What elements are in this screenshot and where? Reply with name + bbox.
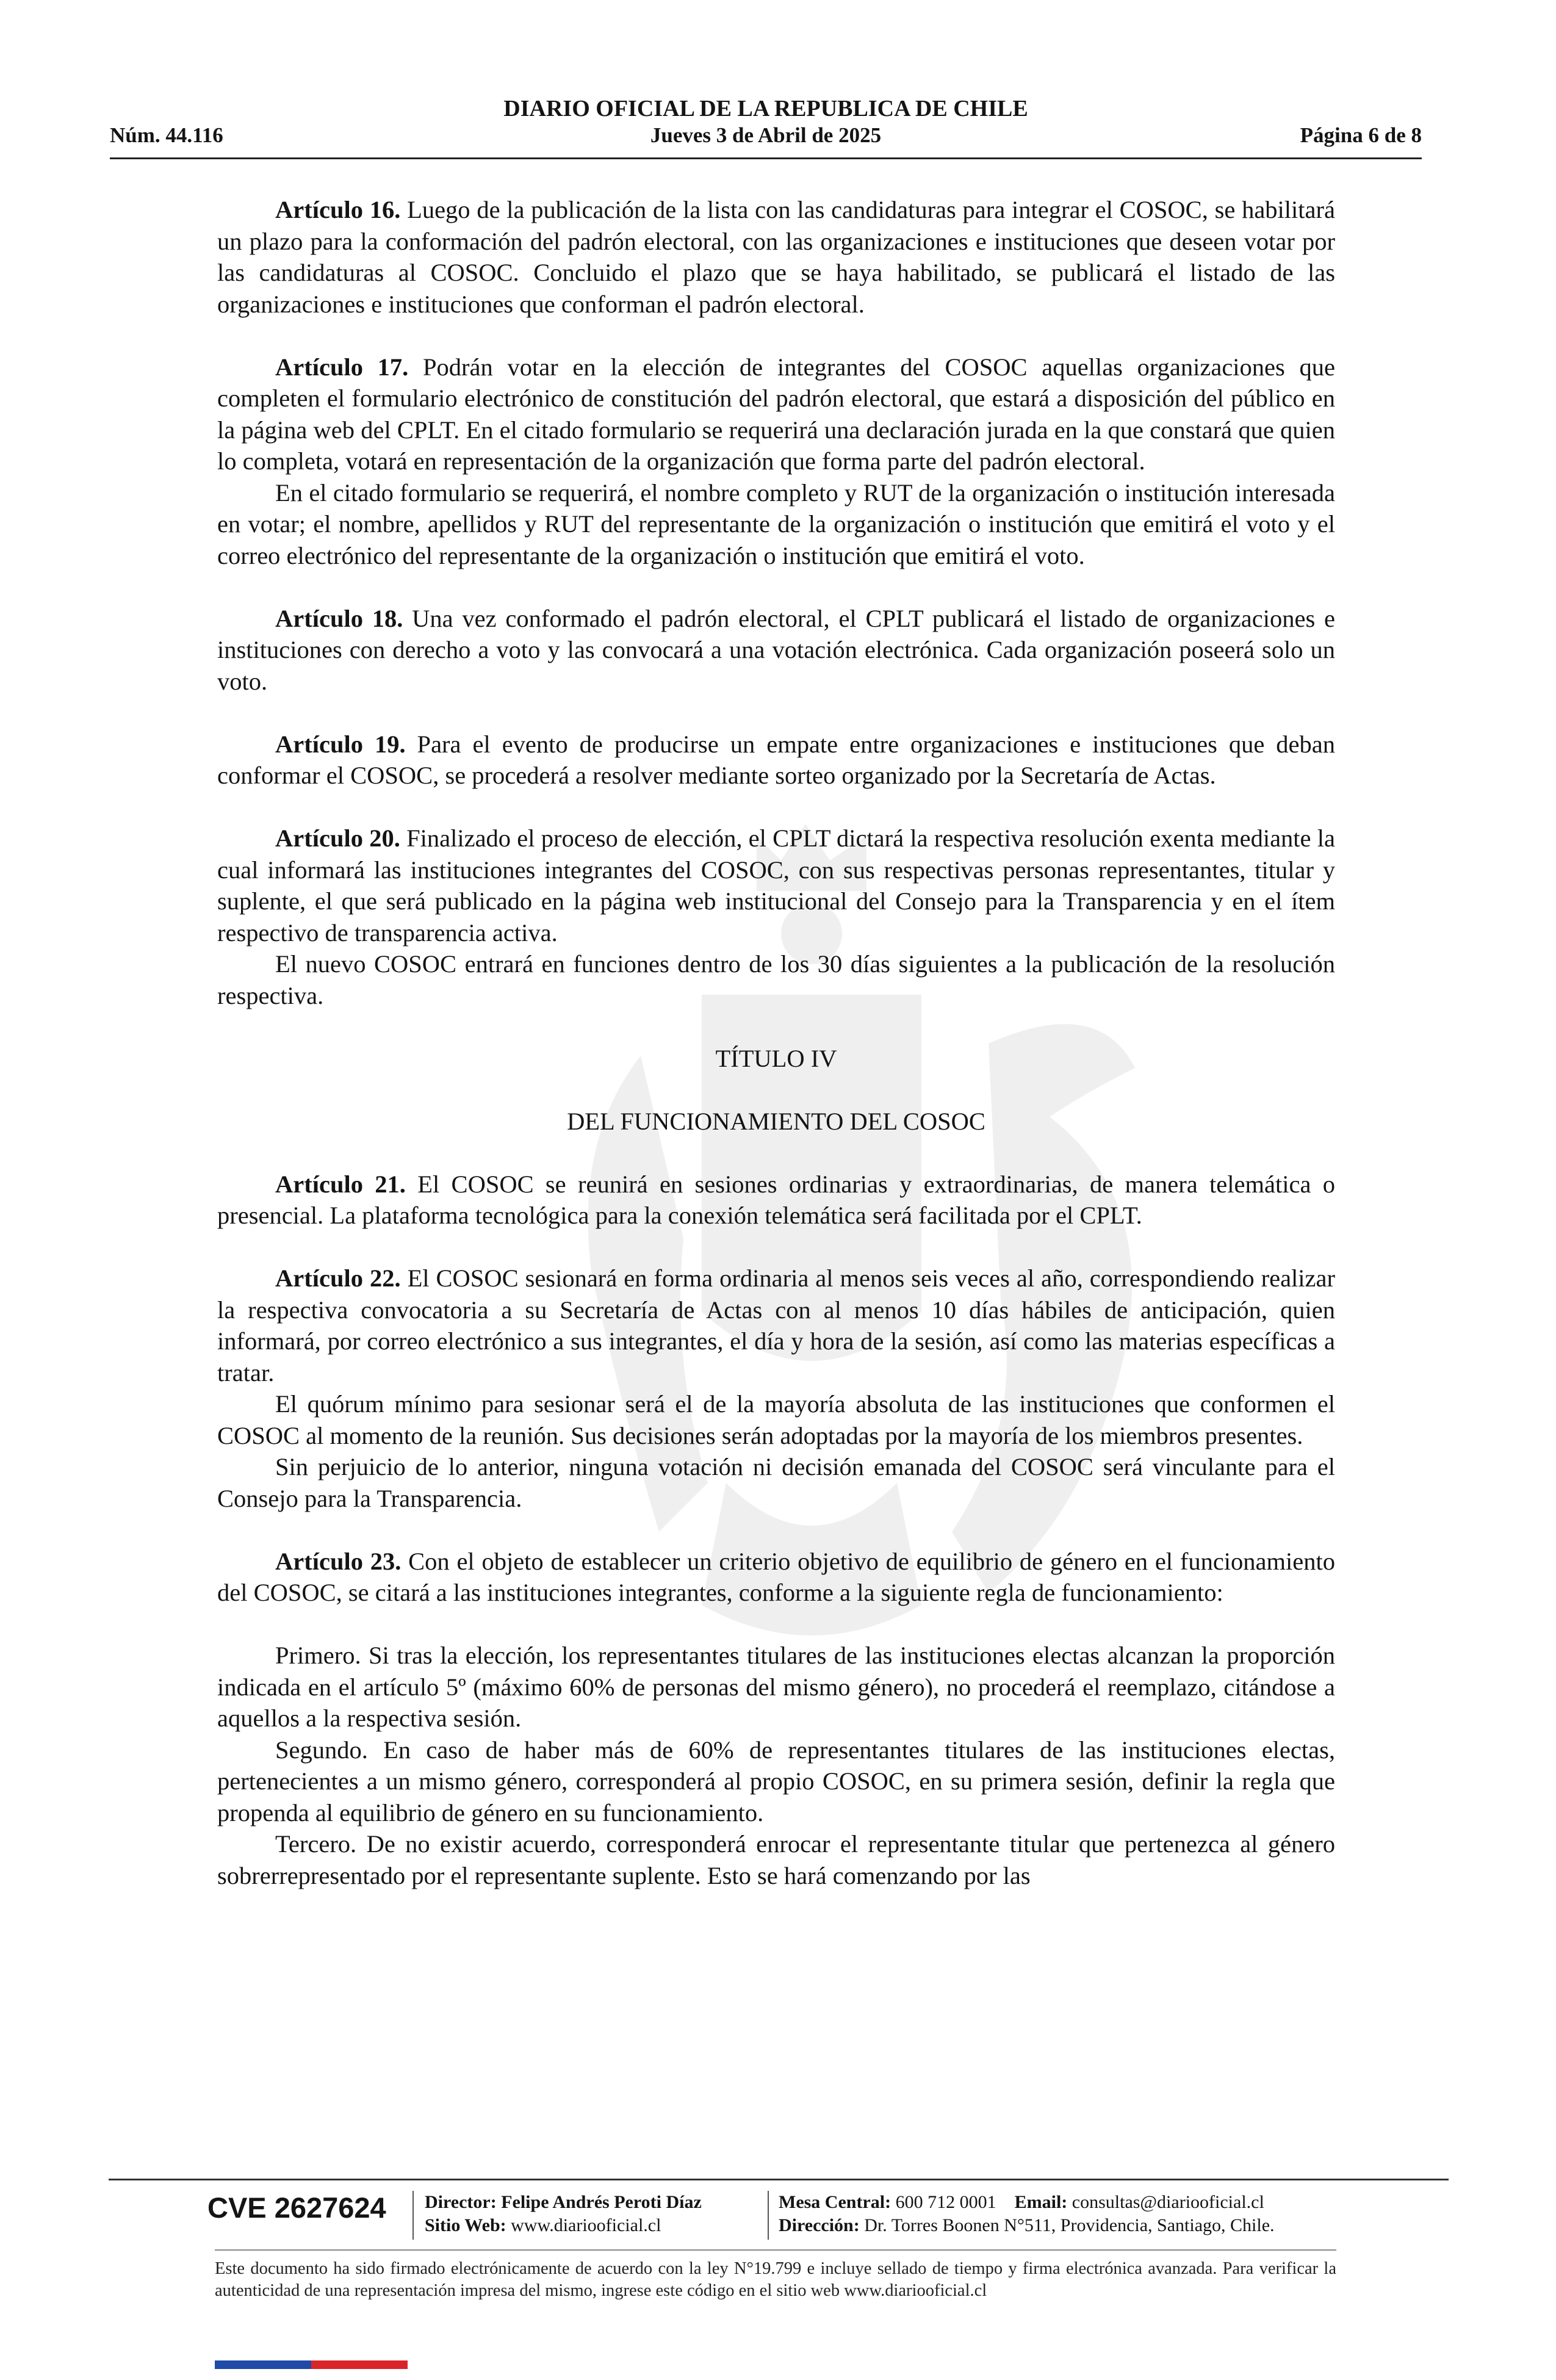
article-17: Artículo 17. Podrán votar en la elección de integrantes del COSOC aquellas organizaciones que completen el formulario electrónico de constitución del padrón electoral, que estará a disposición del público en la página web del CPLT. En el citado formulario se requerirá una declaración jurada en la que constará que quien lo completa, votará en representación de la organización que forma parte del padrón electoral. xyxy=(217,353,1335,475)
article-23: Artículo 23. Con el objeto de establecer un criterio objetivo de equilibrio de género en el funcionamiento del COSOC, se citará a las instituciones integrantes, conforme a la siguiente regla de funcionamiento: xyxy=(217,1547,1336,1606)
document-body xyxy=(217,194,1335,1891)
site-link[interactable]: www.diariooficial.cl xyxy=(511,2215,661,2235)
article-20-paragraph-2: El nuevo COSOC entrará en funciones dentro de los 30 días siguientes a la publicación de la resolución respectiva. xyxy=(217,950,1335,1009)
footer-separator xyxy=(768,2191,769,2240)
email-link[interactable]: consultas@diariooficial.cl xyxy=(1072,2192,1264,2212)
article-16: Artículo 16. Luego de la publicación de la lista con las candidaturas para integrar el COSOC, se habilitará un plazo para la conformación del padrón electoral, con las organizaciones e instituciones que deseen votar por las candidaturas al COSOC. Concluido el plazo que se haya habilitado, se publicará el listado de las organizaciones e instituciones que conforman el padrón electoral. xyxy=(217,196,1335,318)
footer-divider xyxy=(109,2179,1449,2180)
article-label: Artículo 19. xyxy=(275,730,406,758)
flag-stripe-blue xyxy=(215,2360,311,2369)
article-18: Artículo 18. Una vez conformado el padrón electoral, el CPLT publicará el listado de organizaciones e instituciones con derecho a voto y las convocará a una votación electrónica. Cada organización poseerá solo un voto. xyxy=(217,604,1336,695)
cve-code: CVE 2627624 xyxy=(207,2191,386,2224)
director-name: Felipe Andrés Peroti Díaz xyxy=(501,2192,702,2212)
article-label: Artículo 17. xyxy=(275,353,409,381)
article-label: Artículo 20. xyxy=(275,824,400,852)
footer-director-block: Director: Felipe Andrés Peroti Díaz Sitio Web: www.diariooficial.cl xyxy=(425,2192,702,2235)
footer-rule xyxy=(215,2249,1336,2251)
article-22-paragraph-3: Sin perjuicio de lo anterior, ninguna votación ni decisión emanada del COSOC será vinculante para el Consejo para la Transparencia. xyxy=(217,1453,1335,1512)
article-23-rule-2: Segundo. En caso de haber más de 60% de representantes titulares de las instituciones electas, pertenecientes a un mismo género, corresponderá al propio COSOC, en su primera sesión, definir la regla que propenda al equilibrio de género en su funcionamiento. xyxy=(217,1736,1335,1826)
article-17-paragraph-2: En el citado formulario se requerirá, el nombre completo y RUT de la organización o institución interesada en votar; el nombre, apellidos y RUT del representante de la organización o institución que emitirá el voto y el correo electrónico del representante de la organización o institución que emitirá el voto. xyxy=(217,478,1335,569)
article-label: Artículo 16. xyxy=(275,196,401,223)
publication-title: DIARIO OFICIAL DE LA REPUBLICA DE CHILE xyxy=(503,96,1028,121)
page-header xyxy=(110,92,1422,159)
article-22-paragraph-2: El quórum mínimo para sesionar será el de la mayoría absoluta de las instituciones que conformen el COSOC al momento de la reunión. Sus decisiones serán adoptadas por la mayoría de los miembros presentes. xyxy=(217,1390,1335,1449)
issue-number: Núm. 44.116 xyxy=(110,123,223,147)
phone-number: 600 712 0001 xyxy=(895,2192,996,2212)
article-23-rule-3: Tercero. De no existir acuerdo, corresponderá enrocar el representante titular que pertenezca al género sobrerrepresentado por el representante suplente. Esto se hará comenzando por las xyxy=(217,1830,1335,1889)
signature-note: Este documento ha sido firmado electrónicamente de acuerdo con la ley N°19.799 e incluye sellado de tiempo y firma electrónica avanzada. Para verificar la autenticidad de una representación impresa del mismo, ingrese este código en el sitio web www.diariooficial.cl xyxy=(215,2259,1336,2300)
title-iv-name: DEL FUNCIONAMIENTO DEL COSOC xyxy=(567,1107,985,1135)
article-label: Artículo 23. xyxy=(275,1547,402,1575)
article-23-rule-1: Primero. Si tras la elección, los representantes titulares de las instituciones electas alcanzan la proporción indicada en el artículo 5º (máximo 60% de personas del mismo género), no procederá el reemplazo, citándose a aquellos a la respectiva sesión. xyxy=(217,1642,1335,1732)
title-iv-heading: TÍTULO IV xyxy=(715,1044,837,1072)
flag-stripe-red xyxy=(311,2360,408,2369)
article-label: Artículo 18. xyxy=(275,604,403,632)
article-21: Artículo 21. El COSOC se reunirá en sesiones ordinarias y extraordinarias, de manera telemática o presencial. La plataforma tecnológica para la conexión telemática será facilitada por el CPLT. xyxy=(217,1170,1335,1229)
article-label: Artículo 21. xyxy=(275,1170,406,1198)
article-label: Artículo 22. xyxy=(275,1264,401,1292)
article-22: Artículo 22. El COSOC sesionará en forma ordinaria al menos seis veces al año, correspondiendo realizar la respectiva convocatoria a su Secretaría de Actas con al menos 10 días hábiles de anticipación, quien informará, por correo electrónico a sus integrantes, el día y hora de la sesión, así como las materias específicas a tratar. xyxy=(217,1264,1335,1387)
article-20: Artículo 20. Finalizado el proceso de elección, el CPLT dictará la respectiva resolución exenta mediante la cual informará las instituciones integrantes del COSOC, con sus respectivas personas representantes, titular y suplente, el que será publicado en la página web institucional del Consejo para la Transparencia y en el ítem respectivo de transparencia activa. xyxy=(217,824,1335,947)
footer-contact-block: Mesa Central: 600 712 0001 Email: consultas@diariooficial.cl Dirección: Dr. Torres Boonen N°511, Providencia, Santiago, Chile. xyxy=(779,2192,1275,2235)
article-19: Artículo 19. Para el evento de producirse un empate entre organizaciones e instituciones que deban conformar el COSOC, se procederá a resolver mediante sorteo organizado por la Secretaría de Actas. xyxy=(217,730,1335,789)
page-number: Página 6 de 8 xyxy=(1300,123,1422,147)
footer-separator xyxy=(412,2191,414,2240)
address: Dr. Torres Boonen N°511, Providencia, Santiago, Chile. xyxy=(864,2215,1275,2235)
issue-date: Jueves 3 de Abril de 2025 xyxy=(650,123,882,147)
